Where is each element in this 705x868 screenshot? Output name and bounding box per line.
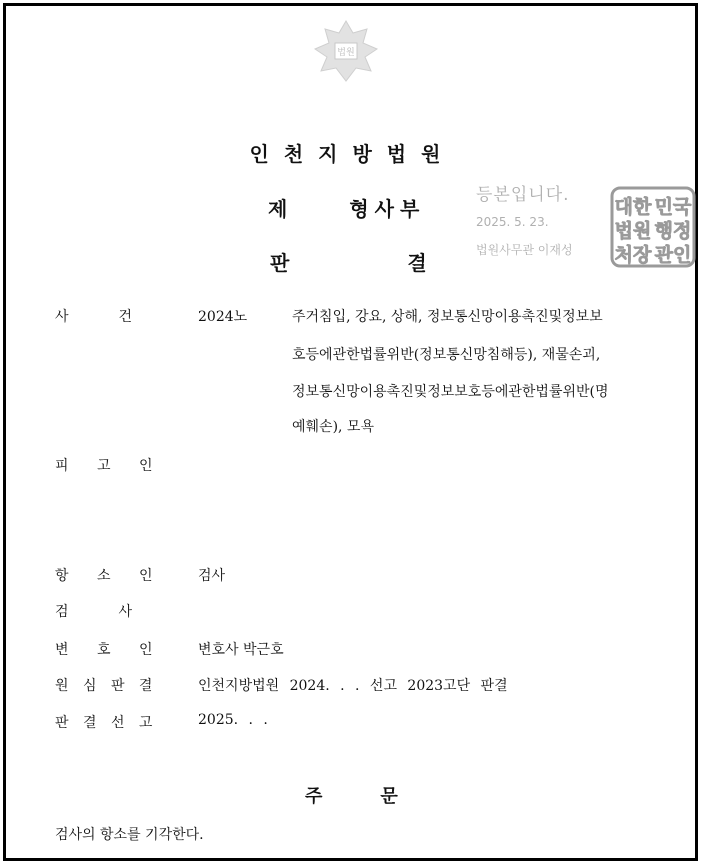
original-judgment-value: 인천지방법원 2024. . . 선고 2023고단 판결 [198,678,508,694]
case-charges-line-1: 주거침입, 강요, 상해, 정보통신망이용촉진및정보보 [292,309,603,325]
original-judgment-label: 원 심 판 결 [55,678,158,694]
official-seal-icon [609,185,697,269]
sentencing-date-label: 판 결 선 고 [55,715,158,731]
certification-officer: 법원사무관 이재성 [476,243,573,257]
sentencing-date-value: 2025. . . [198,712,268,728]
case-charges-line-2: 호등에관한법률위반(정보통신망침해등), 재물손괴, [292,347,601,363]
document-title-b: 결 [407,251,427,275]
document-title-a: 판 [270,251,290,275]
case-number: 2024노 [198,309,248,325]
division-title [268,193,425,222]
counsel-value: 변호사 박근호 [198,642,284,658]
certification-text: 등본입니다. [476,185,570,205]
prosecutor-label: 검 사 [55,604,133,620]
certification-date: 2025. 5. 23. [476,215,549,229]
order-title-a: 주 [305,786,323,807]
document-title [270,247,427,276]
appellant-label: 항 소 인 [55,568,165,584]
case-label: 사 건 [55,309,133,325]
order-text: 검사의 항소를 기각한다. [55,827,204,843]
case-charges-line-4: 예훼손), 모욕 [292,419,374,435]
court-emblem-icon [311,17,381,87]
svg-text:관인: 관인 [654,244,692,266]
svg-text:법원: 법원 [614,220,652,242]
case-charges-line-3: 정보통신망이용촉진및정보보호등에관한법률위반(명 [292,384,609,400]
court-name: 인천지방법원 [249,142,456,166]
svg-text:대한: 대한 [614,196,652,218]
svg-text:민국: 민국 [654,196,692,218]
svg-text:처장: 처장 [614,244,652,266]
certification-stamp [476,180,573,258]
emblem-label: 법원 [337,48,355,58]
order-title-b: 문 [380,786,398,807]
defendant-label: 피 고 인 [55,458,165,474]
division-prefix: 제 [268,197,288,221]
appellant-value: 검사 [198,568,226,584]
svg-text:행정: 행정 [654,220,692,242]
order-title [305,782,398,808]
counsel-label: 변 호 인 [55,642,165,658]
division-name: 형사부 [349,197,426,221]
